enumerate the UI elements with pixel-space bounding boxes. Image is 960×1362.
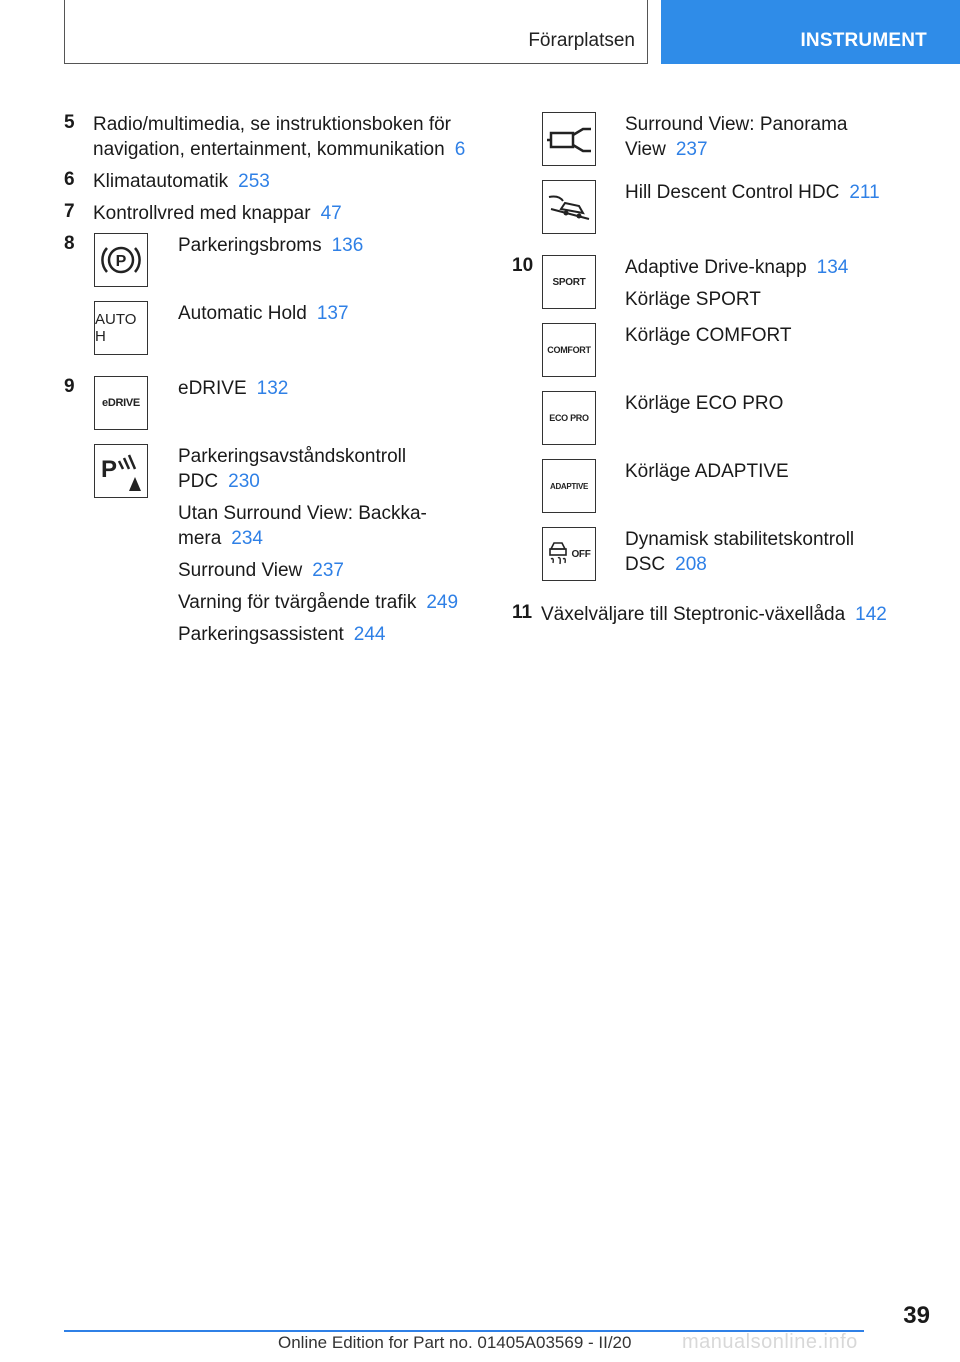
entry-rear-camera xyxy=(178,501,427,551)
icon-label: OFF xyxy=(571,548,591,560)
entry-text: Surround View: Panorama xyxy=(625,114,848,135)
entry-comfort xyxy=(625,323,791,348)
entry-text: Hill Descent Control HDC xyxy=(625,182,840,203)
page-link[interactable]: 234 xyxy=(231,528,263,549)
eco-pro-mode-icon xyxy=(542,391,596,445)
entry-parking-assistant xyxy=(178,622,386,647)
entry-text: Dynamisk stabilitetskontroll xyxy=(625,529,855,550)
page-link[interactable]: 244 xyxy=(353,624,386,645)
item-number: 10 xyxy=(512,255,534,276)
entry-text: Adaptive Drive-knapp xyxy=(625,257,807,278)
entry-text: PDC xyxy=(178,471,219,492)
entry-surround-view xyxy=(178,558,344,583)
page-link[interactable]: 136 xyxy=(331,235,364,256)
auto-hold-icon xyxy=(94,301,148,355)
icon-label: SPORT xyxy=(552,276,586,288)
page-link[interactable]: 208 xyxy=(675,554,707,575)
page-link[interactable]: 253 xyxy=(238,171,270,192)
entry-dsc xyxy=(625,527,854,577)
icon-label: AUTO H xyxy=(95,311,137,345)
entry-text: DSC xyxy=(625,554,666,575)
entry-text: Surround View xyxy=(178,560,303,581)
item-number: 11 xyxy=(512,602,533,623)
entry-text: Klimatautomatik xyxy=(93,171,229,192)
parking-brake-icon xyxy=(94,233,148,287)
entry-text: Utan Surround View: Backka- xyxy=(178,503,427,524)
entry-panorama-view xyxy=(625,112,848,162)
entry-climate xyxy=(93,169,270,194)
panorama-view-icon xyxy=(542,112,596,166)
comfort-mode-icon xyxy=(542,323,596,377)
watermark: manualsonline.info xyxy=(682,1331,858,1353)
icon-label: ADAPTIVE xyxy=(549,481,589,491)
page-number: 39 xyxy=(903,1302,930,1329)
item-number: 8 xyxy=(64,233,75,254)
entry-text: Automatic Hold xyxy=(178,303,307,324)
entry-text: Varning för tvärgående trafik xyxy=(178,592,417,613)
page-link[interactable]: 237 xyxy=(312,560,344,581)
entry-adaptive-drive xyxy=(625,255,848,312)
edrive-icon xyxy=(94,376,148,430)
page-link[interactable]: 134 xyxy=(816,257,849,278)
page-link[interactable]: 230 xyxy=(228,471,260,492)
entry-controller xyxy=(93,201,342,226)
page-link[interactable]: 137 xyxy=(316,303,349,324)
entry-subtext: Körläge SPORT xyxy=(625,289,761,310)
entry-radio-multimedia xyxy=(93,112,465,162)
park-distance-icon xyxy=(94,444,148,498)
page-link[interactable]: 132 xyxy=(256,378,289,399)
entry-pdc xyxy=(178,444,406,494)
hill-descent-icon xyxy=(542,180,596,234)
item-number: 9 xyxy=(64,376,75,397)
header-chapter-box xyxy=(64,0,648,64)
section-title: INSTRUMENT xyxy=(800,30,927,51)
entry-text: Radio/multimedia, se instruktionsboken för xyxy=(93,114,452,135)
entry-cross-traffic xyxy=(178,590,458,615)
entry-text: Körläge COMFORT xyxy=(625,325,792,346)
entry-text: eDRIVE xyxy=(178,378,247,399)
footer-edition: Online Edition for Part no. 01405A03569 - II/20 xyxy=(278,1333,632,1352)
entry-text: Parkeringsavståndskontroll xyxy=(178,446,407,467)
entry-text: Kontrollvred med knappar xyxy=(93,203,311,224)
entry-auto-hold xyxy=(178,301,349,326)
icon-label: ECO PRO xyxy=(549,413,589,423)
entry-text: Parkeringsassistent xyxy=(178,624,344,645)
adaptive-mode-icon xyxy=(542,459,596,513)
section-tab[interactable] xyxy=(661,0,960,64)
sport-mode-icon xyxy=(542,255,596,309)
icon-label: eDRIVE xyxy=(102,397,140,409)
page-link[interactable]: 249 xyxy=(426,592,459,613)
entry-text: View xyxy=(625,139,666,160)
page-link[interactable]: 211 xyxy=(849,182,880,203)
entry-text: Körläge ECO PRO xyxy=(625,393,784,414)
entry-text: mera xyxy=(178,528,222,549)
page-link[interactable]: 142 xyxy=(855,604,887,625)
entry-parking-brake xyxy=(178,233,363,258)
svg-text:P: P xyxy=(115,253,127,270)
icon-label: COMFORT xyxy=(547,345,591,355)
entry-adaptive xyxy=(625,459,789,484)
dsc-off-icon xyxy=(542,527,596,581)
page-link[interactable]: 47 xyxy=(320,203,342,224)
entry-gear-selector xyxy=(541,602,887,627)
svg-text:P: P xyxy=(101,456,118,483)
entry-text: Växelväljare till Steptronic-växellåda xyxy=(541,604,846,625)
entry-hdc xyxy=(625,180,880,205)
entry-text: Parkeringsbroms xyxy=(178,235,322,256)
item-number: 6 xyxy=(64,169,75,190)
entry-text: Körläge ADAPTIVE xyxy=(625,461,789,482)
entry-edrive xyxy=(178,376,288,401)
entry-eco-pro xyxy=(625,391,783,416)
item-number: 5 xyxy=(64,112,75,133)
item-number: 7 xyxy=(64,201,75,222)
page-link[interactable]: 237 xyxy=(675,139,708,160)
chapter-title: Förarplatsen xyxy=(528,30,635,51)
entry-text: navigation, entertainment, kommunikation xyxy=(93,139,445,160)
page-link[interactable]: 6 xyxy=(454,139,466,160)
